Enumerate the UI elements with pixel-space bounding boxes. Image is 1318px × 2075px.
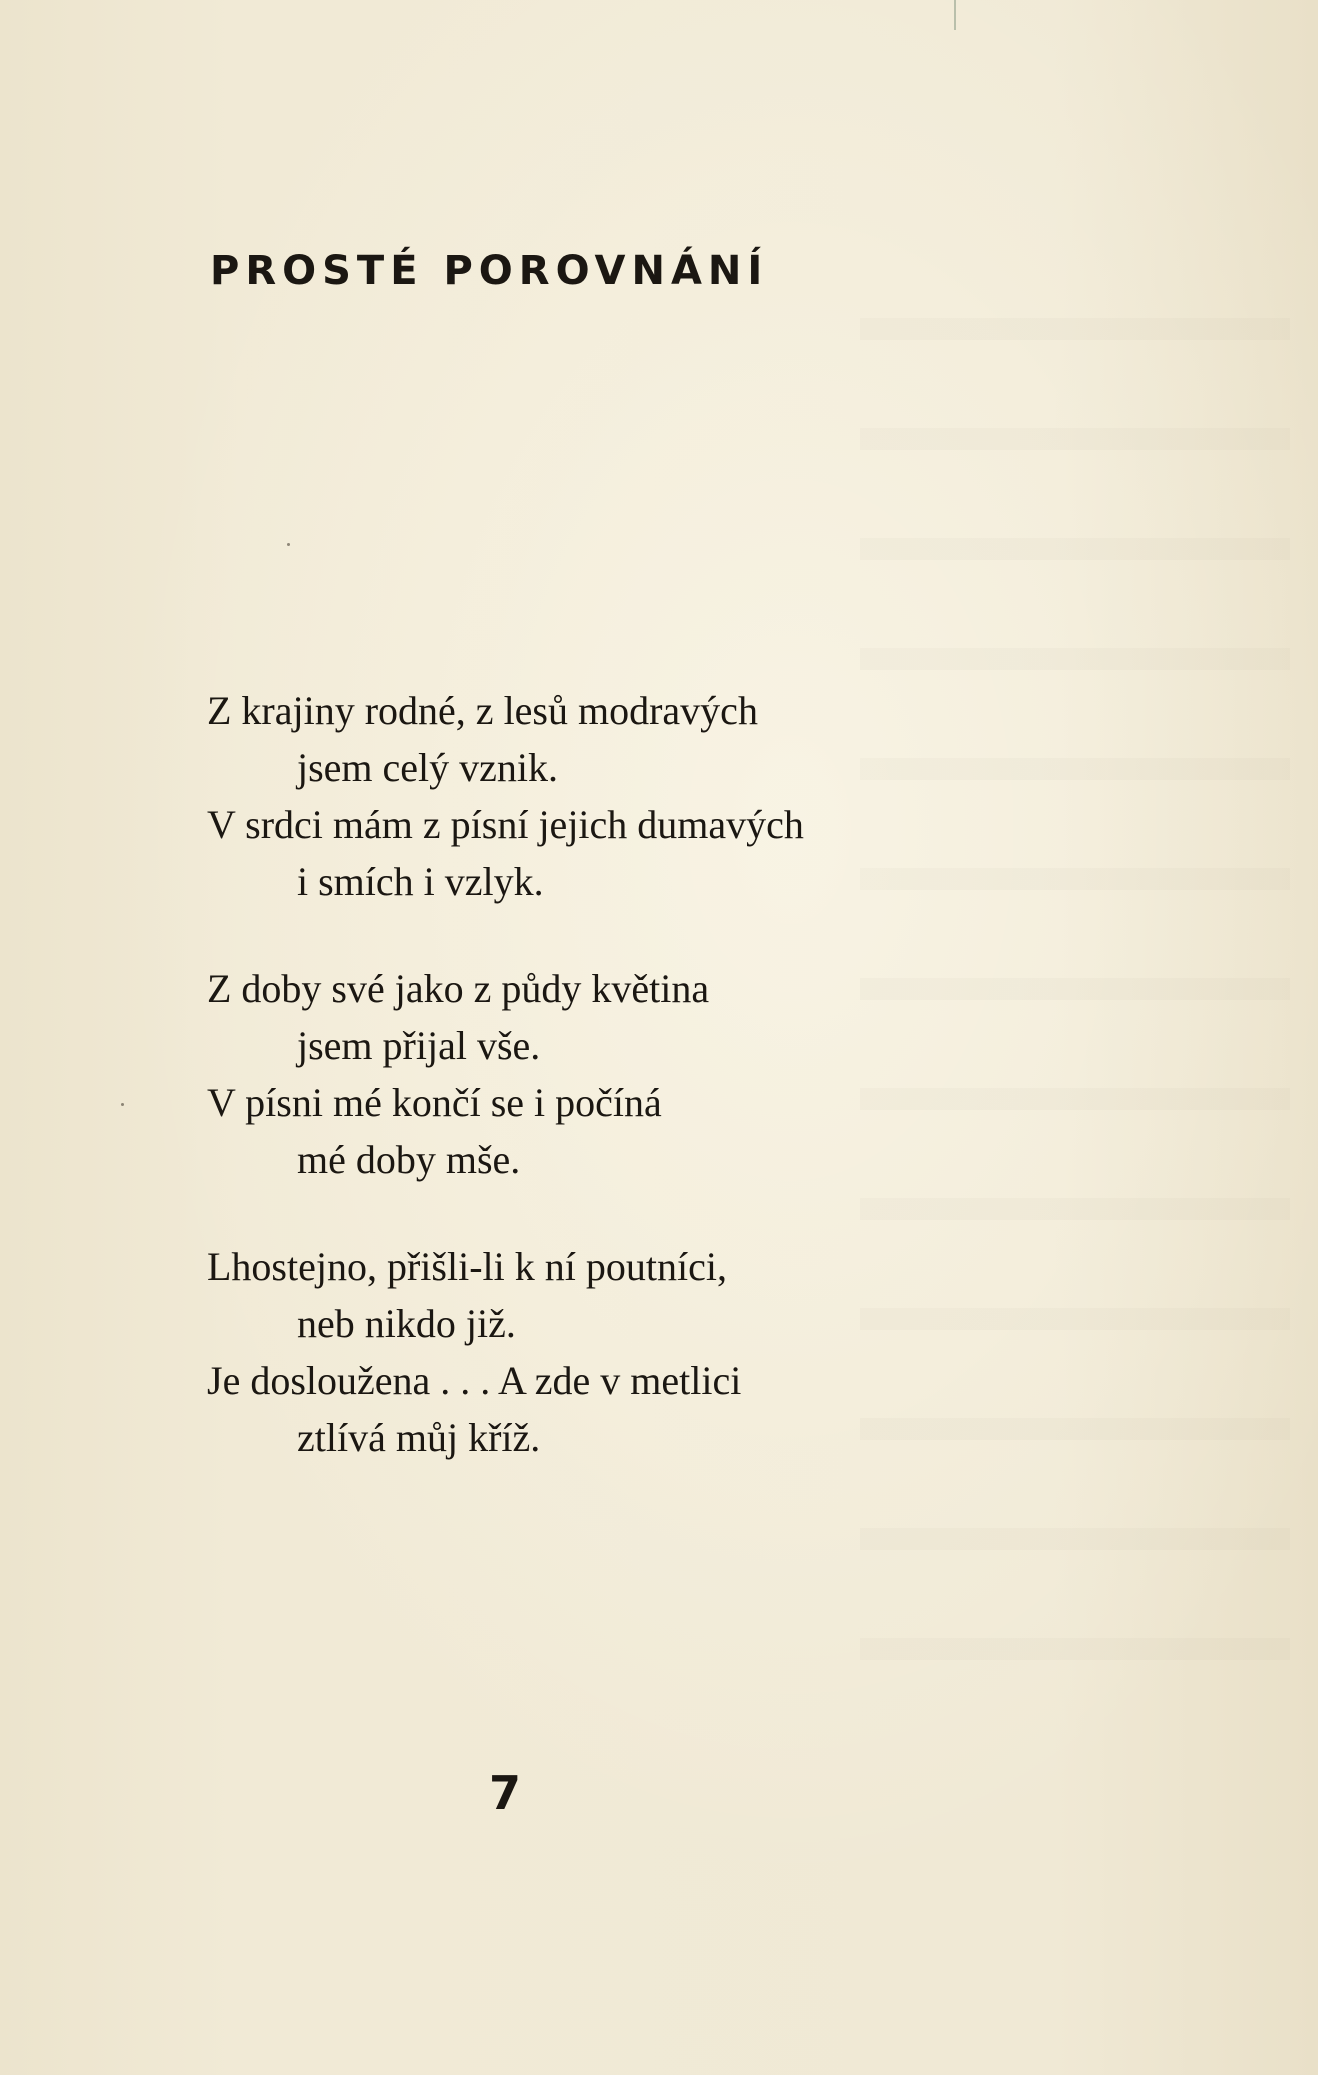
poem-line: jsem přijal vše.: [297, 1023, 541, 1068]
poem-line: Z doby své jako z půdy květina: [207, 966, 710, 1011]
poem-line: jsem celý vznik.: [297, 745, 559, 790]
stanza-3: [207, 1238, 927, 1466]
poem-line: Je dosloužena . . . A zde v metlici: [207, 1358, 742, 1403]
poem-line: Z krajiny rodné, z lesů modravých: [207, 688, 758, 733]
paper-speck: [121, 1103, 124, 1106]
poem-line: ztlívá můj kříž.: [297, 1415, 541, 1460]
poem-line: mé doby mše.: [297, 1137, 521, 1182]
poem-line: neb nikdo již.: [297, 1301, 516, 1346]
poem-line: i smích i vzlyk.: [297, 859, 544, 904]
poem-line: V srdci mám z písní jejich dumavých: [207, 802, 804, 847]
stanza-1: [207, 682, 927, 910]
poem-body: [207, 682, 927, 1516]
poem-line: Lhostejno, přišli-li k ní poutníci,: [207, 1244, 727, 1289]
poem-line: V písni mé končí se i počíná: [207, 1080, 662, 1125]
paper-speck: [287, 543, 290, 546]
poem-title: PROSTÉ POROVNÁNÍ: [210, 248, 769, 294]
page-edge-mark: [954, 0, 956, 30]
stanza-2: [207, 960, 927, 1188]
page-number: 7: [488, 1766, 521, 1820]
